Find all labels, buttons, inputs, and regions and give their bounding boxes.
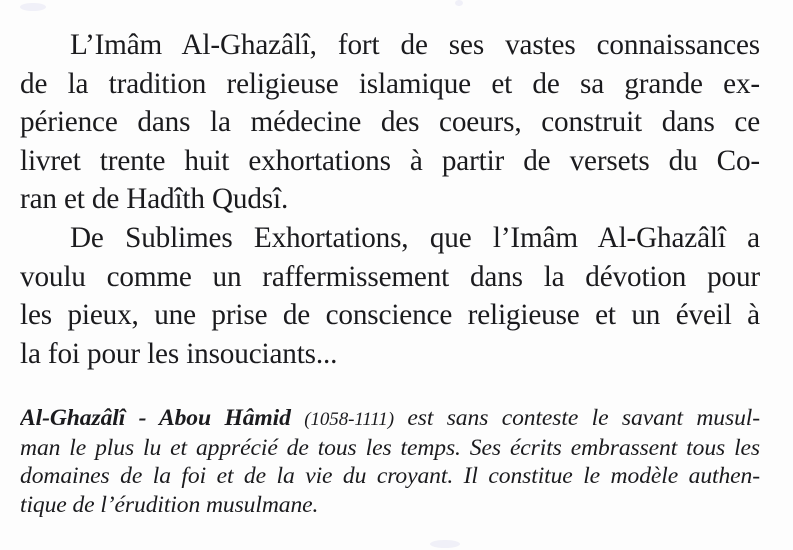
description-line: les pieux, une prise de conscience religieuse et un éveil à (20, 299, 760, 332)
description-line: de la tradition religieuse islamique et de sa grande ex- (20, 67, 760, 100)
author-bio-line (20, 404, 760, 434)
author-bio-line: man le plus lu et apprécié de tous les temps. Ses écrits embrassent tous les (20, 435, 760, 462)
description-line: périence dans la médecine des coeurs, construit dans ce (20, 106, 760, 139)
author-bio-line: domaines de la foi et de la vie du croyant. Il constitue le modèle authen- (20, 463, 760, 490)
description-line: livret trente huit exhortations à partir de versets du Co- (20, 144, 760, 177)
description-line: la foi pour les insouciants... (20, 337, 338, 370)
scan-speck (20, 3, 46, 11)
scan-speck (455, 0, 463, 6)
author-bio-line: tique de l’érudition musulmane. (20, 491, 319, 518)
author-dates: (1058-1111) (304, 409, 394, 430)
author-bio (20, 404, 760, 519)
description-line: voulu comme un raffermissement dans la dévotion pour (20, 260, 760, 293)
scan-speck (430, 540, 460, 548)
description-text (20, 26, 760, 373)
description-line: L’Imâm Al-Ghazâlî, fort de ses vastes connaissances (70, 29, 760, 61)
author-name: Al-Ghazâlî - Abou Hâmid (20, 405, 291, 431)
author-bio-text: est sans conteste le savant musul- (393, 405, 760, 431)
description-line: ran et de Hadîth Qudsî. (20, 183, 289, 216)
description-line: De Sublimes Exhortations, que l’Imâm Al-Ghazâlî a (70, 221, 760, 254)
